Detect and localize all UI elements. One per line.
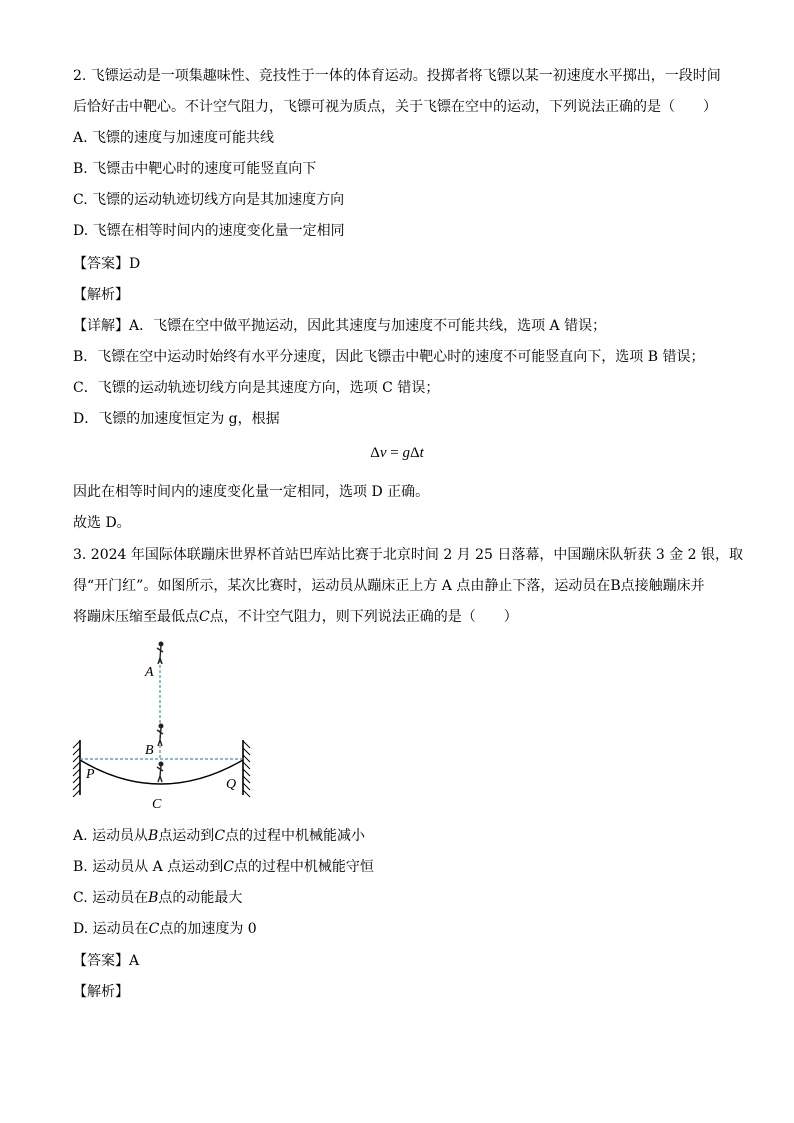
q2-detail-line4: D．飞镖的加速度恒定为 g，根据 [73,411,280,427]
athlete-at-c [157,762,163,782]
formula-g: g [402,445,410,461]
q3-stem-point-c: C [199,609,210,625]
label-p: P [86,767,95,782]
q2-option-a: A. 飞镖的速度与加速度可能共线 [73,130,275,146]
q3-analysis-heading: 【解析】 [73,984,129,1000]
q2-option-d: D. 飞镖在相等时间内的速度变化量一定相同 [73,223,345,239]
label-a: A [145,665,154,680]
q3-option-d: D. 运动员在C点的加速度为 0 [73,921,257,937]
formula-eq: = [386,445,403,461]
right-wall [243,740,250,797]
q2-stem-line1: 2. 飞镖运动是一项集趣味性、竞技性于一体的体育运动。投掷者将飞镖以某一初速度水平掷出，一段时间 [73,68,721,84]
q2-answer: 【答案】D [73,256,141,272]
q3-stem-line3-part1: 将蹦床压缩至最低点 [73,609,199,625]
label-q: Q [226,777,237,792]
q2-detail-line2: B．飞镖在空中运动时始终有水平分速度，因此飞镖击中靶心时的速度不可能竖直向下，选项 B 错误； [73,349,705,365]
q3-stem-line2: 得“开门红”。如图所示，某次比赛时，运动员从蹦床正上方 A 点由静止下落，运动员在B点接触蹦床并 [73,578,705,594]
label-b: B [145,743,154,758]
q3-option-b: B. 运动员从 A 点运动到C点的过程中机械能守恒 [73,859,374,875]
formula-delta-t-sym: Δ [409,445,420,461]
q2-conclusion: 因此在相等时间内的速度变化量一定相同，选项 D 正确。 [73,484,430,500]
formula-delta-v-sym: Δ [370,445,380,461]
q2-option-c: C. 飞镖的运动轨迹切线方向是其加速度方向 [73,192,345,208]
q3-stem-line1: 3. 2024 年国际体联蹦床世界杯首站巴库站比赛于北京时间 2 月 25 日落幕，中国蹦床队斩获 3 金 2 银，取 [73,547,744,563]
q2-detail-line3: C．飞镖的运动轨迹切线方向是其速度方向，选项 C 错误； [73,380,440,396]
trampoline-figure [60,630,260,815]
q2-option-b: B. 飞镖击中靶心时的速度可能竖直向下 [73,161,317,177]
formula-v: v [379,445,387,461]
q3-option-c: C. 运动员在B点的动能最大 [73,890,243,906]
q2-stem-line2: 后恰好击中靶心。不计空气阻力，飞镖可视为质点，关于飞镖在空中的运动，下列说法正确的是（ ） [73,99,717,115]
left-wall [73,740,80,797]
q2-choice: 故选 D。 [73,515,131,531]
q3-option-a: A. 运动员从B点运动到C点的过程中机械能减小 [73,828,366,844]
q2-analysis-heading: 【解析】 [73,287,129,303]
q3-stem-line3-part2: 点，不计空气阻力，则下列说法正确的是（ ） [209,609,518,625]
q2-formula [0,443,794,463]
q3-stem-line3 [73,607,518,627]
label-c: C [152,797,162,812]
formula-t: t [419,445,424,461]
q2-detail-line1: 【详解】A．飞镖在空中做平抛运动，因此其速度与加速度不可能共线，选项 A 错误； [73,318,607,334]
q3-answer: 【答案】A [73,953,140,969]
